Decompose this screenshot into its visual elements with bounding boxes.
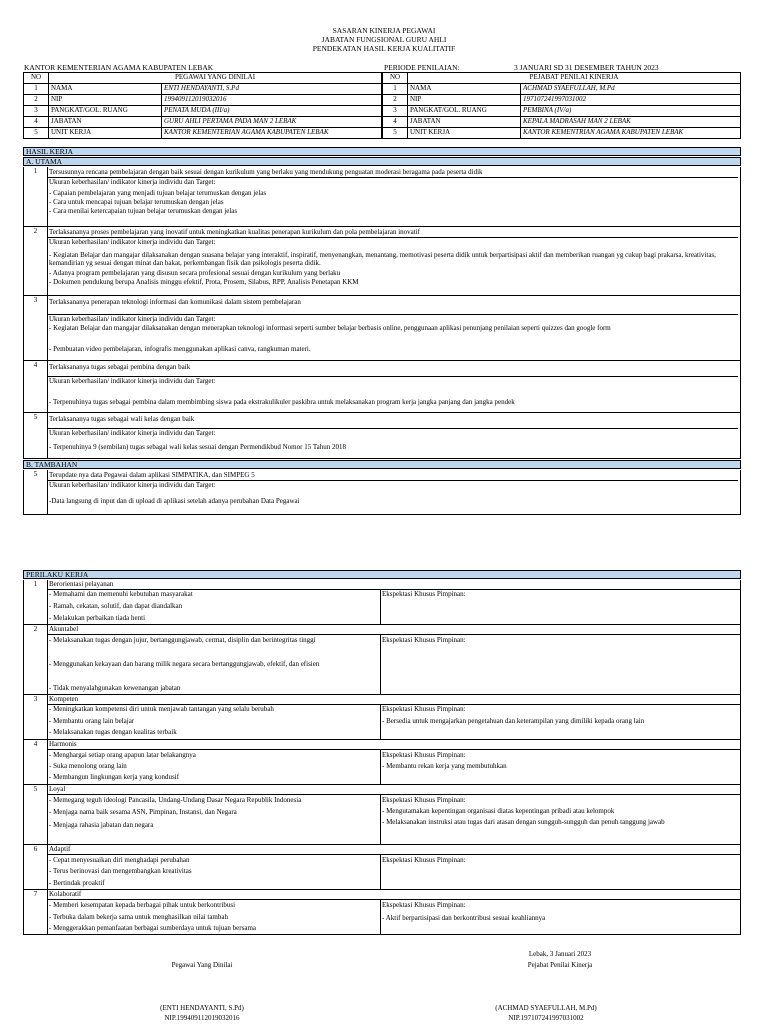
behavior-name: Adaptif: [49, 845, 71, 853]
indicator-heading: Ukuran keberhasilan/ indikator kinerja individu dan Target:: [49, 238, 216, 246]
indicator-line: - Terpenuhinya 9 (sembilan) tugas sebagai wali kelas sesuai dengan Permendikbud Nomor 15 Tahun 2018: [49, 443, 346, 451]
assessor-row-no: 5: [383, 128, 408, 139]
item-number: 5: [33, 470, 38, 478]
assessor-no-header: NO: [383, 73, 408, 84]
expectation-label: Ekspektasi Khusus Pimpinan:: [382, 796, 466, 804]
employee-nip-value: 199409112019032016: [162, 95, 382, 106]
employee-sign-nip: NIP.199409112019032016: [164, 1014, 240, 1022]
expectation-label: Ekspektasi Khusus Pimpinan:: [382, 901, 466, 909]
employee-unit-value: KANTOR KEMENTERIAN AGAMA KABUPATEN LEBAK: [162, 128, 382, 139]
assessor-sign-name: (ACHMAD SYAEFULLAH, M.Pd): [495, 1004, 597, 1012]
employee-position-value: GURU AHLI PERTAMA PADA MAN 2 LEBAK: [162, 117, 382, 128]
expectation-label: Ekspektasi Khusus Pimpinan:: [382, 636, 466, 644]
behavior-line: - Menggunakan kekayaan dan barang milik negara secara bertanggungjawab, efektif, dan efisien: [49, 660, 320, 668]
expectation-label: Ekspektasi Khusus Pimpinan:: [382, 751, 466, 759]
hasil-item-2: [23, 227, 741, 296]
employee-no-header: NO: [24, 73, 49, 84]
behavior-line: - Bertindak proaktif: [49, 879, 105, 887]
item-number: 5: [33, 785, 38, 793]
employee-row-label: PANGKAT/GOL. RUANG: [49, 106, 162, 117]
indicator-heading: Ukuran keberhasilan/ indikator kinerja individu dan Target:: [49, 377, 216, 385]
section-utama: A. UTAMA: [23, 157, 741, 166]
behavior-line: - Memegang teguh ideologi Pancasila, Undang-Undang Dasar Negara Republik Indonesia: [49, 796, 302, 804]
behavior-line: - Menghargai setiap orang apapun latar belakangnya: [49, 751, 196, 759]
behavior-line: - Suka menolong orang lain: [49, 762, 127, 770]
hasil-item-3: [23, 296, 741, 361]
doc-title-2: JABATAN FUNGSIONAL GURU AHLI: [321, 35, 447, 44]
section-perilaku-kerja: PERILAKU KERJA: [23, 570, 741, 579]
assessor-row-no: 4: [383, 117, 408, 128]
assessor-position-value: KEPALA MADRASAH MAN 2 LEBAK: [521, 117, 741, 128]
assessor-table: [382, 72, 741, 139]
section-tambahan: B. TAMBAHAN: [23, 460, 741, 469]
indicator-heading: Ukuran keberhasilan/ indikator kinerja individu dan Target:: [49, 429, 216, 437]
indicator-heading: Ukuran keberhasilan/ indikator kinerja individu dan Target:: [49, 481, 216, 489]
hasil-item-1: [23, 167, 741, 227]
expectation-line: - Bersedia untuk mengajarkan pengetahuan dan keterampilan yang dimiliki kepada orang lain: [382, 717, 645, 725]
employee-sign-name: (ENTI HENDAYANTI, S.Pd): [160, 1004, 244, 1012]
indicator-line: - Cara menilai ketercapaian tujuan belajar terumuskan dengan jelas: [49, 207, 238, 215]
item-number: 6: [33, 845, 38, 853]
section-hasil-kerja: HASIL KERJA: [23, 147, 741, 156]
assessor-unit-value: KANTOR KEMENTRIAN AGAMA KABUPATEN LEBAK: [521, 128, 741, 139]
item-goal: Terlaksananya tugas sebagai wali kelas dengan baik: [49, 415, 195, 423]
item-goal: Terupdate nya data Pegawai dalam aplikasi SIMPATIKA, dan SIMPEG 5: [49, 471, 255, 479]
perilaku-item-5: [23, 785, 741, 845]
behavior-line: - Ramah, cekatan, solutif, dan dapat diandalkan: [49, 602, 183, 610]
indicator-line: -Data langsung di input dan di upload di aplikasi setelah adanya perubahan Data Pegawai: [49, 497, 300, 505]
indicator-line: - Capaian pembelajaran yang menjadi tujuan belajar terumuskan dengan jelas: [49, 189, 267, 197]
item-number: 2: [33, 227, 38, 235]
behavior-line: - Membantu orang lain belajar: [49, 717, 135, 725]
period-label: PERIODE PENILAIAN:: [384, 63, 460, 72]
indicator-line: - Cara untuk mencapai tujuan belajar terumuskan dengan jelas: [49, 198, 224, 206]
behavior-name: Kolaboratif: [49, 890, 82, 898]
behavior-line: - Melakukan perbaikan tiada henti: [49, 614, 146, 622]
item-number: 4: [33, 740, 38, 748]
behavior-line: - Terus berinovasi dan mengembangkan kreativitas: [49, 867, 192, 875]
office-label: KANTOR KEMENTERIAN AGAMA KABUPATEN LEBAK: [24, 63, 214, 72]
assessor-row-label: PANGKAT/GOL. RUANG: [408, 106, 521, 117]
employee-table: [23, 72, 382, 139]
employee-row-label: JABATAN: [49, 117, 162, 128]
assessor-row-no: 2: [383, 95, 408, 106]
item-number: 1: [33, 580, 38, 588]
item-number: 3: [33, 296, 38, 304]
perilaku-item-3: [23, 695, 741, 740]
assessor-row-label: NAMA: [408, 84, 521, 95]
assessor-row-no: 3: [383, 106, 408, 117]
behavior-name: Kompeten: [49, 695, 79, 703]
perilaku-item-4: [23, 740, 741, 785]
item-goal: Terlaksananya proses pembelajaran yang inovatif untuk meningkatkan kualitas penerapan kurikulum dan pola pembelajaran inovatif: [49, 228, 420, 236]
item-goal: Terlaksananya penerapan teknologi informasi dan komunikasi dalam sistem pembelajaran: [49, 298, 301, 306]
item-number: 5: [33, 413, 38, 421]
expectation-line: - Membantu rekan kerja yang membutuhkan: [382, 762, 507, 770]
assessor-row-label: NIP: [408, 95, 521, 106]
employee-sign-title: Pegawai Yang Dinilai: [171, 961, 233, 969]
behavior-line: - Melaksanakan tugas dengan jujur, bertanggungjawab, cermat, disiplin dan berintegritas tinggi: [49, 636, 316, 644]
behavior-line: - Menjaga rahasia jabatan dan negara: [49, 821, 154, 829]
assessor-row-no: 1: [383, 84, 408, 95]
doc-title-3: PENDEKATAN HASIL KERJA KUALITATIF: [312, 44, 456, 53]
expectation-label: Ekspektasi Khusus Pimpinan:: [382, 590, 466, 598]
expectation-line: - Aktif berpartisipasi dan berkontribusi sesuai keahliannya: [382, 914, 546, 922]
behavior-line: - Memahami dan memenuhi kebutuhan masyarakat: [49, 590, 193, 598]
assessor-table-title: PEJABAT PENILAI KINERJA: [408, 73, 741, 84]
assessor-row-label: JABATAN: [408, 117, 521, 128]
item-goal: Tersusunnya rencana pembelajaran dengan baik sesuai dengan kurikulum yang berlaku yang mendukung penguatan moderasi beragama pada peserta didik: [49, 168, 483, 176]
indicator-heading: Ukuran keberhasilan/ indikator kinerja individu dan Target:: [49, 315, 216, 323]
behavior-name: Akuntabel: [49, 625, 79, 633]
period-value: 3 JANUARI SD 31 DESEMBER TAHUN 2023: [514, 63, 659, 72]
item-number: 3: [33, 695, 38, 703]
employee-row-label: NAMA: [49, 84, 162, 95]
behavior-line: - Membangun lingkungan kerja yang kondusif: [49, 773, 180, 781]
hasil-item-5: [23, 413, 741, 459]
assessor-name-value: ACHMAD SYAEFULLAH, M.Pd: [521, 84, 741, 95]
employee-table-title: PEGAWAI YANG DINILAI: [49, 73, 382, 84]
expectation-label: Ekspektasi Khusus Pimpinan:: [382, 705, 466, 713]
item-number: 4: [33, 361, 38, 369]
doc-title-1: SASARAN KINERJA PEGAWAI: [332, 26, 436, 35]
item-goal: Terlaksananya tugas sebagai pembina dengan baik: [49, 363, 191, 371]
indicator-line: - Pembuatan video pembelajaran, infografis menggunakan aplikasi canva, rangkuman materi.: [49, 345, 311, 353]
indicator-line: - Kegiatan Belajar dan mangajar dilaksanakan dengan suasana belajar yang interaktif, inspiratif, menyenangkan, menantang, memotivasi peserta didik untuk berpartisipasi aktif dan memberikan ruangan yg cukup bagi prakarsa, kreativitas, kemandirian yg sesuai dengan minat dan bakat, perkembangan fisik dan psikologis peserta didik.: [49, 251, 716, 268]
assessor-nip-value: 197107241997031002: [521, 95, 741, 106]
behavior-line: - Cepat menyesuaikan diri menghadapi perubahan: [49, 856, 190, 864]
employee-row-no: 2: [24, 95, 49, 106]
indicator-line: - Dokumen pendukung berupa Analisis minggu efektif, Prota, Prosem, Silabus, RPP, Analisis Penetapan KKM: [49, 278, 359, 286]
employee-row-no: 4: [24, 117, 49, 128]
perilaku-item-2: [23, 625, 741, 695]
tambahan-item: [23, 470, 741, 515]
behavior-name: Harmonis: [49, 740, 77, 748]
expectation-label: Ekspektasi Khusus Pimpinan:: [382, 856, 466, 864]
employee-row-label: NIP: [49, 95, 162, 106]
perilaku-item-7: [23, 890, 741, 935]
assessor-sign-nip: NIP.197107241997031002: [508, 1014, 584, 1022]
assessor-rank-value: PEMBINA (IV/a): [521, 106, 741, 117]
item-number: 7: [33, 890, 38, 898]
employee-name-value: ENTI HENDAYANTI, S.Pd: [162, 84, 382, 95]
behavior-line: - Menjaga nama baik sesama ASN, Pimpinan, Instansi, dan Negara: [49, 808, 237, 816]
assessor-row-label: UNIT KERJA: [408, 128, 521, 139]
employee-row-no: 1: [24, 84, 49, 95]
employee-row-label: UNIT KERJA: [49, 128, 162, 139]
indicator-line: - Adanya program pembelajaran yang disusun secara profesional sesuai dengan kurikulum yang berlaku: [49, 269, 341, 277]
indicator-line: - Kegiatan Belajar dan mangajar dilaksanakan dengan menerapkan teknologi informasi seperti sumber belajar berbasis online, penggunaan aplikasi penunjang penilaian seperti quizzes dan google form: [49, 324, 611, 332]
behavior-line: - Meningkatkan kompetensi diri untuk menjawab tantangan yang selalu berubah: [49, 705, 274, 713]
behavior-line: - Memberi kesempatan kepada berbagai pihak untuk berkontribusi: [49, 901, 236, 909]
item-number: 2: [33, 625, 38, 633]
employee-row-no: 3: [24, 106, 49, 117]
perilaku-item-1: [23, 580, 741, 625]
behavior-line: - Menggerakkan pemanfaatan berbagai sumberdaya untuk tujuan bersama: [49, 924, 256, 932]
expectation-line: - Melaksanakan instruksi atau tugas dari atasan dengan sungguh-sungguh dan penuh tanggung jawab: [382, 818, 665, 826]
behavior-name: Loyal: [49, 785, 66, 793]
item-number: 1: [33, 167, 38, 175]
assessor-sign-title: Pejabat Penilai Kinerja: [527, 961, 593, 969]
behavior-name: Berorientasi pelayanan: [49, 580, 114, 588]
behavior-line: - Melaksanakan tugas dengan kualitas terbaik: [49, 728, 177, 736]
employee-rank-value: PENATA MUDA (III/a): [162, 106, 382, 117]
perilaku-item-6: [23, 845, 741, 890]
sign-place-date: Lebak, 3 Januari 2023: [528, 950, 592, 958]
hasil-item-4: [23, 361, 741, 413]
expectation-line: - Mengutamakan kepentingan organisasi diatas kepentingan pribadi atau kelompok: [382, 807, 615, 815]
employee-row-no: 5: [24, 128, 49, 139]
indicator-line: - Terpenuhinya tugas sebagai pembina dalam membimbing siswa pada ekstrakulikuler paskibra untuk melaksanakan program kerja jangka panjang dan jangka pendek: [49, 398, 515, 406]
indicator-heading: Ukuran keberhasilan/ indikator kinerja individu dan Target:: [49, 178, 216, 186]
behavior-line: - Terbuka dalam bekerja sama untuk menghasilkan nilai tambah: [49, 913, 228, 921]
behavior-line: - Tidak menyalahgunakan kewenangan jabatan: [49, 684, 181, 692]
